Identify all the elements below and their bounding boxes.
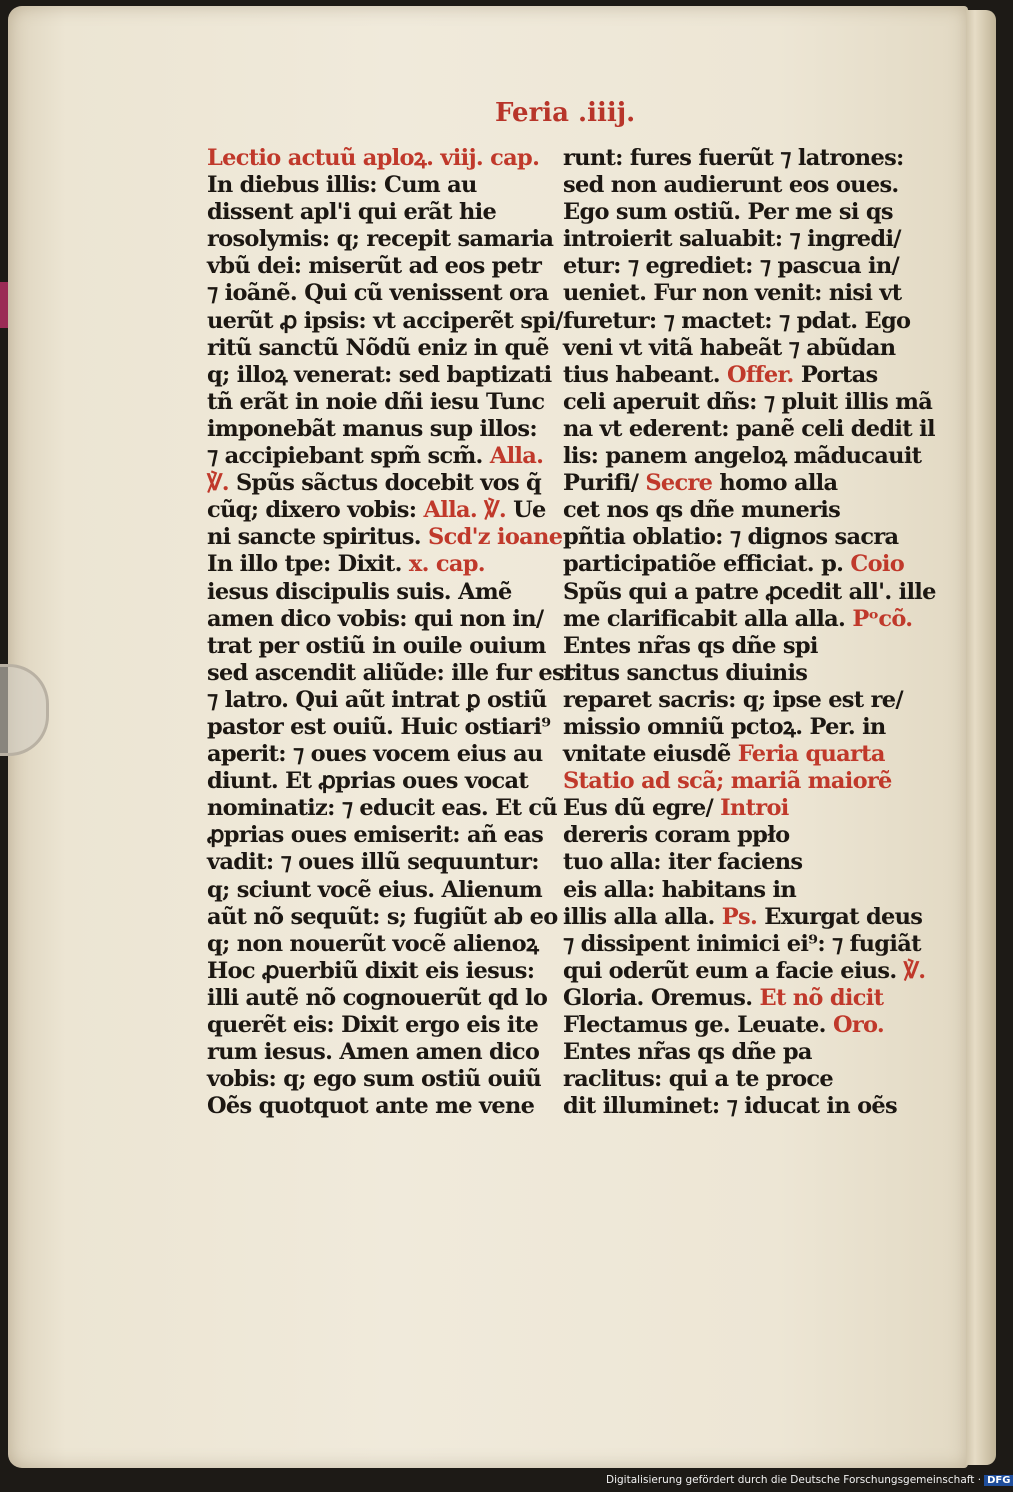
- text-line: Entes nr̃as qs dñe spi: [563, 632, 818, 659]
- footer-text: Digitalisierung gefördert durch die Deutsche Forschungsgemeinschaft ·: [606, 1474, 982, 1486]
- text-line: Ego sum ostiũ. Per me si qs: [563, 199, 893, 226]
- text-line: cũq; dixero vobis: Alla. ℣. Ue: [207, 497, 546, 524]
- text-line: Eus dũ egre/ Introi: [563, 795, 789, 822]
- text-line: introierit saluabit: ⁊ ingredi/: [563, 226, 901, 253]
- text-line: vbũ dei: miserũt ad eos petr: [207, 253, 542, 280]
- text-line: illi autẽ nõ cognouerũt qd lo: [207, 984, 548, 1011]
- text-line: dereris coram ppło: [563, 822, 790, 849]
- bookmark-ribbon: [0, 282, 8, 328]
- text-line: imponebãt manus sup illos:: [207, 415, 537, 442]
- text-line: lis: panem angeloꝝ mãducauit: [563, 443, 922, 470]
- text-line: rosolymis: q; recepit samaria: [207, 226, 554, 253]
- text-line: celi aperuit dñs: ⁊ pluit illis mã: [563, 388, 933, 415]
- text-line: nominatiz: ⁊ educit eas. Et cũ: [207, 795, 558, 822]
- text-line: dissent apl'i qui erãt hie: [207, 199, 497, 226]
- text-line: pastor est ouiũ. Huic ostiari⁹: [207, 713, 551, 740]
- text-line: ⁊ accipiebant spm̃ scm̃. Alla.: [207, 443, 544, 470]
- text-line: etur: ⁊ egrediet: ⁊ pascua in/: [563, 253, 900, 280]
- text-line: In illo tpe: Dixit. x. cap.: [207, 551, 485, 578]
- text-line: q; non nouerũt vocẽ alienoꝝ: [207, 930, 539, 957]
- text-line: eis alla: habitans in: [563, 876, 797, 903]
- text-line: me clarificabit alla alla. Pᵒcõ.: [563, 605, 913, 632]
- text-line: Entes nr̃as qs dñe pa: [563, 1039, 812, 1066]
- text-line: vnitate eiusdẽ Feria quarta: [563, 741, 885, 768]
- text-line: tius habeant. Offer. Portas: [563, 361, 878, 388]
- text-line: ꝓprias oues emiserit: añ eas: [207, 822, 544, 849]
- text-line: q; illoꝝ venerat: sed baptizati: [207, 361, 552, 388]
- right-column: [563, 145, 936, 1120]
- text-line: amen dico vobis: qui non in/: [207, 605, 544, 632]
- text-line: ueniet. Fur non venit: nisi vt: [563, 280, 902, 307]
- text-line: aperit: ⁊ oues vocem eius au: [207, 741, 543, 768]
- dfg-logo: DFG: [984, 1475, 1013, 1486]
- text-line: illis alla alla. Ps. Exurgat deus: [563, 903, 923, 930]
- text-line: rum iesus. Amen amen dico: [207, 1039, 540, 1066]
- text-line: ℣. Spũs sãctus docebit vos q̃: [207, 470, 542, 497]
- text-line: tuo alla: iter faciens: [563, 849, 803, 876]
- text-line: Statio ad scã; mariã maiorẽ: [563, 768, 892, 795]
- text-line: ritus sanctus diuinis: [563, 659, 808, 686]
- left-column: [207, 145, 574, 1120]
- text-line: vobis: q; ego sum ostiũ ouiũ: [207, 1066, 542, 1093]
- text-line: qui oderũt eum a facie eius. ℣.: [563, 957, 926, 984]
- text-line: querẽt eis: Dixit ergo eis ite: [207, 1012, 539, 1038]
- text-line: tñ erãt in noie dñi iesu Tunc: [207, 388, 545, 415]
- text-line: ⁊ latro. Qui aũt intrat ꝑ ostiũ: [207, 686, 547, 713]
- text-line: Flectamus ge. Leuate. Oro.: [563, 1012, 885, 1038]
- text-line: Oẽs quotquot ante me vene: [207, 1093, 535, 1120]
- page-header: Feria .iiij.: [495, 98, 636, 128]
- text-line: In diebus illis: Cum au: [207, 172, 477, 199]
- text-line: dit illuminet: ⁊ iducat in oẽs: [563, 1093, 897, 1120]
- text-line: Hoc ꝓuerbiũ dixit eis iesus:: [207, 957, 535, 984]
- text-line: iesus discipulis suis. Amẽ: [207, 578, 512, 605]
- text-line: pñtia oblatio: ⁊ dignos sacra: [563, 524, 899, 551]
- text-line: uerũt ꝓ ipsis: vt acciperẽt spi/: [207, 307, 563, 334]
- text-line: vadit: ⁊ oues illũ sequuntur:: [207, 849, 539, 876]
- text-line: Gloria. Oremus. Et nõ dicit: [563, 984, 884, 1011]
- text-line: Lectio actuũ aploꝝ. viij. cap.: [207, 145, 540, 171]
- text-line: runt: fures fuerũt ⁊ latrones:: [563, 145, 904, 171]
- text-line: participatiõe efficiat. p. Coio: [563, 551, 905, 578]
- text-line: na vt ederent: panẽ celi dedit il: [563, 415, 935, 442]
- text-line: raclitus: qui a te proce: [563, 1066, 834, 1093]
- text-line: diunt. Et ꝓprias oues vocat: [207, 768, 529, 795]
- text-line: reparet sacris: q; ipse est re/: [563, 686, 903, 713]
- text-line: furetur: ⁊ mactet: ⁊ pdat. Ego: [563, 307, 911, 334]
- text-line: cet nos qs dñe muneris: [563, 497, 841, 524]
- text-line: Purifi/ Secre homo alla: [563, 470, 838, 497]
- footer-credit: [606, 1474, 1013, 1486]
- page-edge: [966, 10, 996, 1465]
- text-line: ritũ sanctũ Nõdũ eniz in quẽ: [207, 334, 549, 361]
- text-line: ⁊ ioãnẽ. Qui cũ venissent ora: [207, 280, 549, 307]
- text-line: ni sancte spiritus. Scd'z ioane: [207, 524, 563, 551]
- text-line: Spũs qui a patre ꝓcedit all'. ille: [563, 578, 936, 605]
- text-line: missio omniũ pctoꝝ. Per. in: [563, 713, 886, 740]
- text-line: veni vt vitã habeãt ⁊ abũdan: [563, 334, 896, 361]
- text-line: q; sciunt vocẽ eius. Alienum: [207, 876, 543, 903]
- text-line: sed ascendit aliũde: ille fur est: [207, 659, 574, 686]
- text-line: trat per ostiũ in ouile ouium: [207, 632, 546, 659]
- text-line: ⁊ dissipent inimici ei⁹: ⁊ fugiãt: [563, 930, 921, 957]
- text-line: aũt nõ sequũt: s; fugiũt ab eo: [207, 903, 558, 930]
- text-line: sed non audierunt eos oues.: [563, 172, 899, 199]
